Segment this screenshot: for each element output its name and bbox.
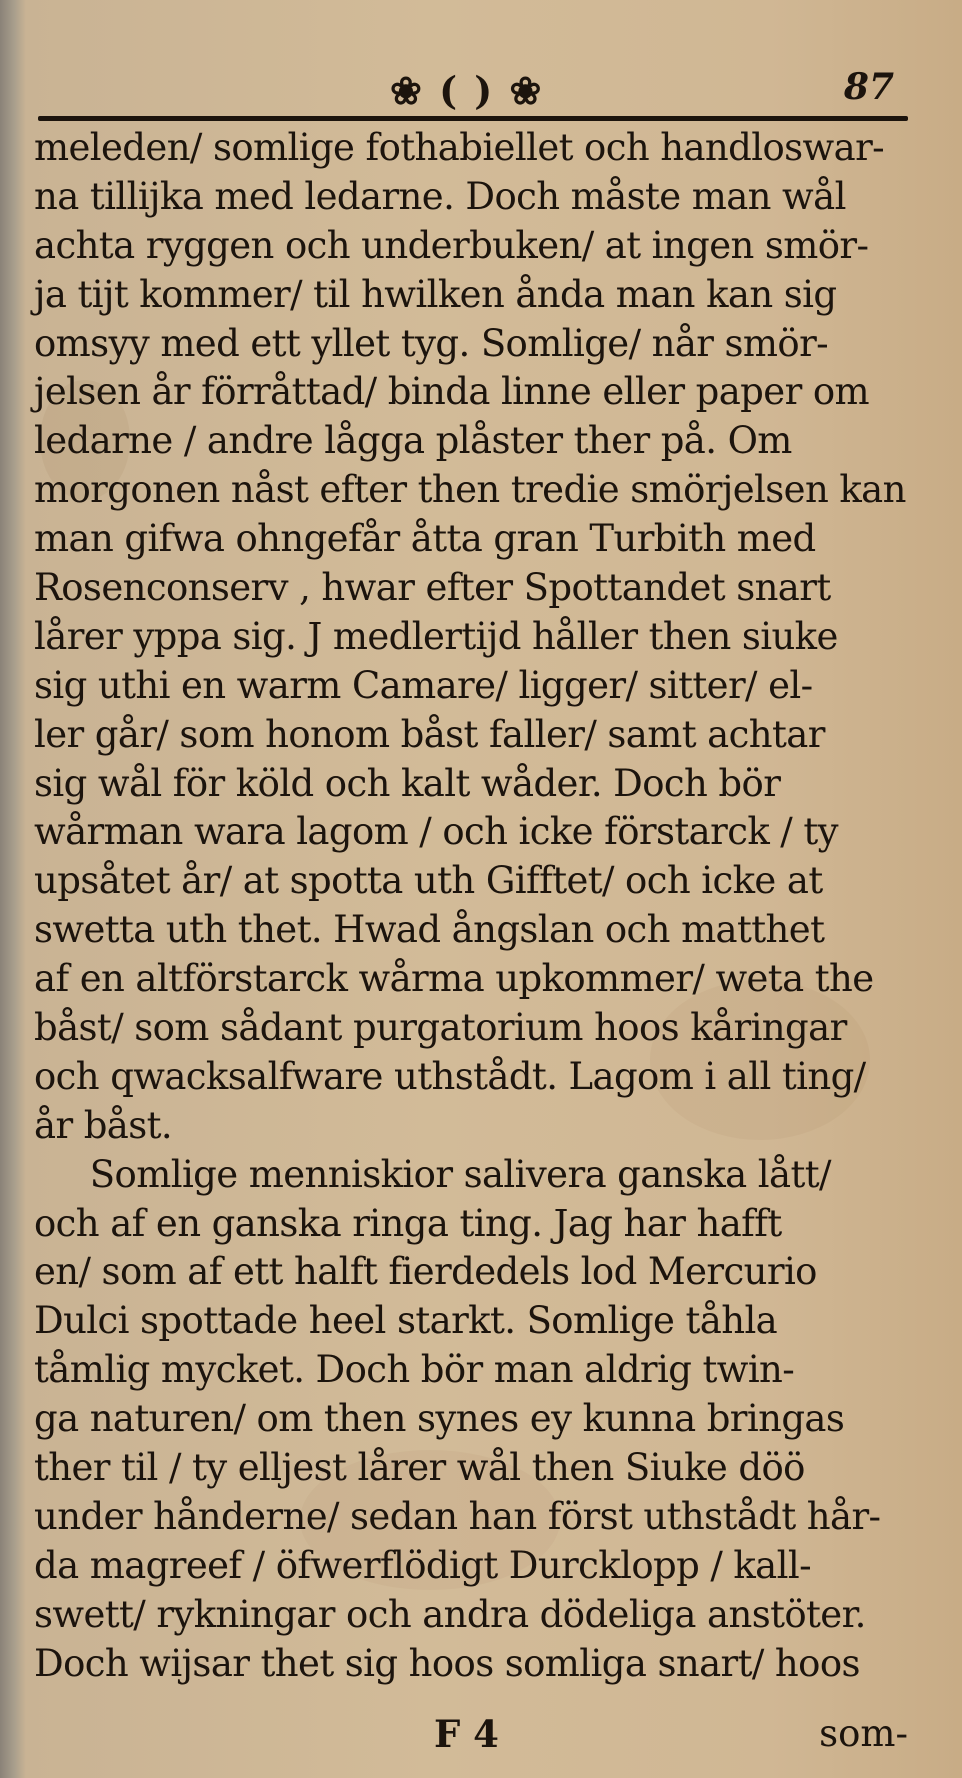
text-line: na tillijka med ledarne. Doch måste man wål [34,174,846,218]
text-line: ther til / ty elljest lårer wål then Siuke döö [34,1446,805,1490]
text-line: af en altförstarck wårma upkommer/ weta the [34,957,874,1001]
text-line: wårman wara lagom / och icke förstarck / ty [34,810,838,854]
text-line: omsyy med ett yllet tyg. Somlige/ når smör- [34,321,829,365]
text-line: ledarne / andre lågga plåster ther på. Om [34,419,792,463]
text-line: ja tijt kommer/ til hwilken ånda man kan sig [34,272,837,316]
text-line: och af en ganska ringa ting. Jag har hafft [34,1201,782,1245]
text-line: tåmlig mycket. Doch bör man aldrig twin- [34,1348,795,1392]
header-ornament: ❀ ( ) ❀ [390,68,544,113]
text-line: båst/ som sådant purgatorium hoos kåringar [34,1006,847,1050]
text-line: jelsen år förråttad/ binda linne eller paper om [34,370,869,414]
text-line: man gifwa ohngefår åtta gran Turbith med [34,517,816,561]
page-header [38,62,908,114]
text-line: ga naturen/ om then synes ey kunna bringas [34,1397,845,1441]
text-line: swetta uth thet. Hwad ångslan och matthet [34,908,825,952]
text-line: Rosenconserv , hwar efter Spottandet snart [34,566,831,610]
text-line: sig uthi en warm Camare/ ligger/ sitter/ el- [34,663,813,707]
body-text [34,124,914,1689]
page-footer [38,1712,908,1762]
text-line: achta ryggen och underbuken/ at ingen smör- [34,223,869,267]
page-number: 87 [843,66,894,108]
text-line: lårer yppa sig. J medlertijd håller then siuke [34,614,838,658]
text-line: ler går/ som honom båst faller/ samt achtar [34,712,825,756]
text-line: Somlige menniskior salivera ganska lått/ [34,1152,831,1196]
text-line: meleden/ somlige fothabiellet och handloswar- [34,126,885,169]
header-rule [38,116,908,121]
text-line: sig wål för köld och kalt wåder. Doch bör [34,761,781,805]
text-line: da magreef / öfwerflödigt Durcklopp / kall- [34,1543,811,1587]
signature-mark: F 4 [434,1712,499,1756]
text-line: Dulci spottade heel starkt. Somlige tåhla [34,1299,778,1343]
text-line: Doch wijsar thet sig hoos somliga snart/ hoos [34,1641,860,1685]
text-line: swett/ rykningar och andra dödeliga anstöter. [34,1592,866,1636]
text-line: morgonen nåst efter then tredie smörjelsen kan [34,468,906,512]
text-line: under hånderne/ sedan han först uthstådt hår- [34,1494,881,1538]
catchword: som- [819,1712,908,1755]
text-line: en/ som af ett halft fierdedels lod Mercurio [34,1250,817,1294]
text-line: och qwacksalfware uthstådt. Lagom i all ting/ [34,1054,866,1098]
text-line: upsåtet år/ at spotta uth Gifftet/ och icke at [34,859,823,903]
text-line: år båst. [34,1103,173,1147]
